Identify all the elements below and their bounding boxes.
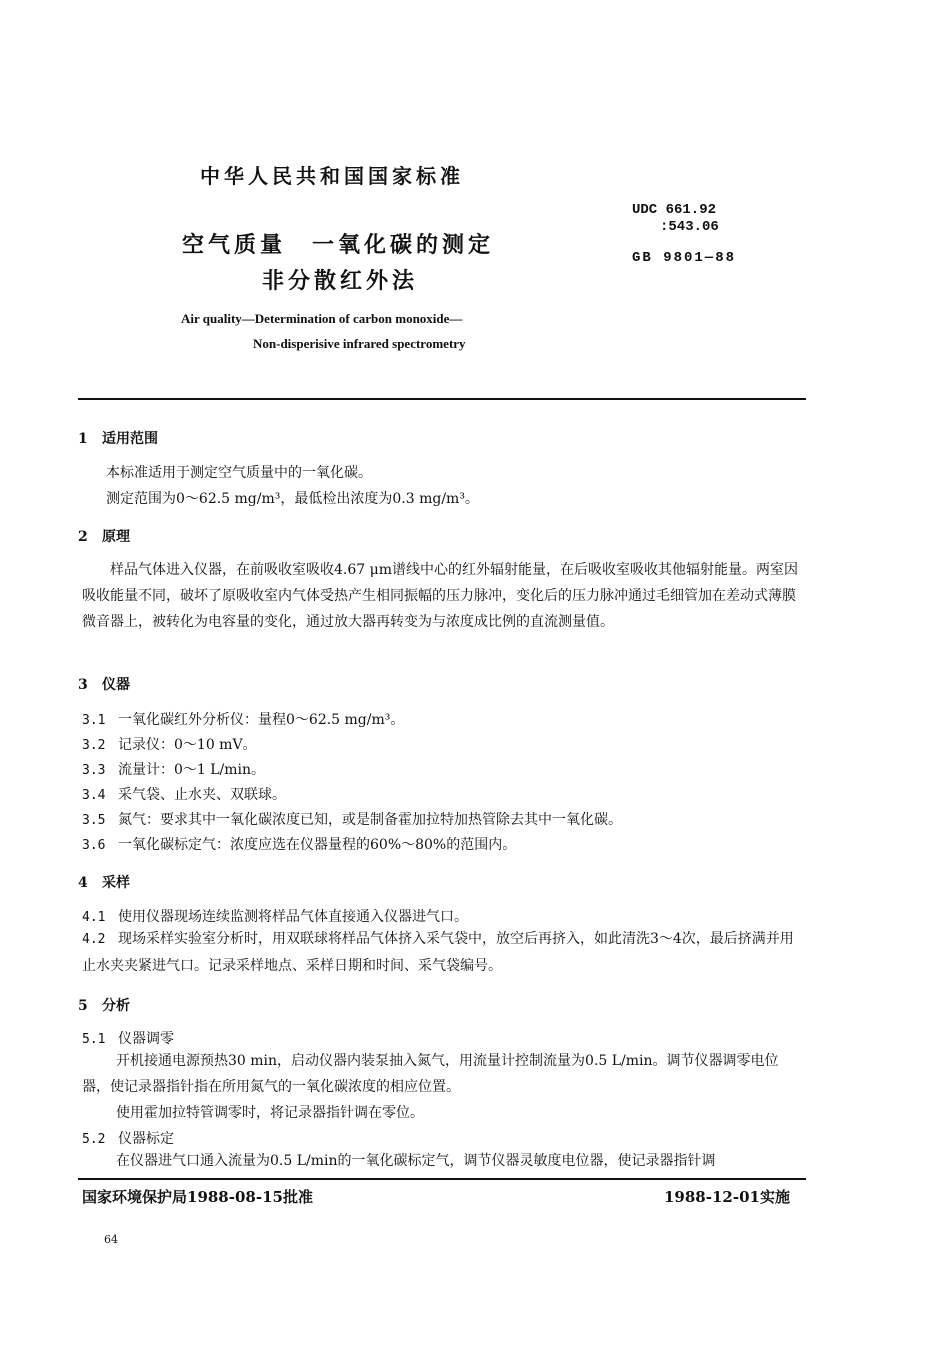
subsection-5-2-paragraph: 在仪器进气口通入流量为0.5 L/min的一氧化碳标定气，调节仪器灵敏度电位器，使记录器指针调 <box>116 1153 716 1169</box>
section-number: 1 <box>78 431 88 447</box>
section-5-heading <box>78 995 130 1015</box>
title-cn-line1: 空气质量 一氧化碳的测定 <box>182 232 495 258</box>
section-title: 采样 <box>102 875 130 891</box>
section-2-paragraph: 样品气体进入仪器，在前吸收室吸收4.67 μm谱线中心的红外辐射能量，在后吸收室吸收其他辐射能量。两室因吸收能量不同，破坏了原吸收室内气体受热产生相同振幅的压力脉冲，变化后的压力脉冲通过毛细管加在差动式薄膜微音器上，被转化为电容量的变化，通过放大器再转变为与浓度成比例的直流测量值。 <box>82 562 798 630</box>
section-title: 原理 <box>102 529 130 545</box>
udc-number-sub: :543.06 <box>660 219 719 235</box>
title-en-line1: Air quality—Determination of carbon monoxide— <box>181 311 463 326</box>
gb-number: GB 9801—88 <box>632 250 737 266</box>
list-item: 3.5 氮气：要求其中一氧化碳浓度已知，或是制备霍加拉特加热管除去其中一氧化碳。 <box>82 812 622 828</box>
section-title: 分析 <box>102 998 130 1014</box>
section-number: 2 <box>78 529 88 545</box>
header-divider <box>78 398 806 400</box>
list-item: 3.6 一氧化碳标定气：浓度应选在仪器量程的60%～80%的范围内。 <box>82 837 517 853</box>
approval-line: 国家环境保护局1988-08-15批准 <box>82 1188 313 1206</box>
list-item: 3.4 采气袋、止水夹、双联球。 <box>82 787 286 803</box>
title-cn-line2: 非分散红外法 <box>262 268 419 294</box>
footer-divider <box>78 1178 806 1180</box>
national-standard-heading: 中华人民共和国国家标准 <box>200 164 464 188</box>
section-2-heading <box>78 526 130 546</box>
section-number: 4 <box>78 875 88 891</box>
list-item: 4.1 使用仪器现场连续监测将样品气体直接通入仪器进气口。 <box>82 909 468 925</box>
section-number: 5 <box>78 998 88 1014</box>
section-3-heading <box>78 674 130 694</box>
page-number: 64 <box>104 1233 118 1246</box>
section-title: 适用范围 <box>102 431 158 447</box>
list-item: 3.3 流量计：0～1 L/min。 <box>82 762 266 778</box>
list-item: 3.1 一氧化碳红外分析仪：量程0～62.5 mg/m³。 <box>82 712 405 728</box>
subsection-5-1-paragraph-2: 使用霍加拉特管调零时，将记录器指针调在零位。 <box>116 1105 424 1121</box>
effective-date: 1988-12-01实施 <box>664 1188 790 1206</box>
subsection-5-1-heading: 5.1 仪器调零 <box>82 1031 174 1047</box>
section-title: 仪器 <box>102 677 130 693</box>
list-item: 4.2 现场采样实验室分析时，用双联球将样品气体挤入采气袋中，放空后再挤入，如此清洗3～4次，最后挤满并用止水夹夹紧进气口。记录采样地点、采样日期和时间、采气袋编号。 <box>82 931 794 974</box>
section-number: 3 <box>78 677 88 693</box>
title-en-line2: Non-disperisive infrared spectrometry <box>253 336 466 351</box>
subsection-5-1-paragraph-1: 开机接通电源预热30 min，启动仪器内装泵抽入氮气，用流量计控制流量为0.5 L/min。调节仪器调零电位器，使记录器指针指在所用氮气的一氧化碳浓度的相应位置。 <box>82 1053 779 1095</box>
section-1-heading <box>78 428 158 448</box>
list-item: 3.2 记录仪：0～10 mV。 <box>82 737 257 753</box>
udc-number: UDC 661.92 <box>632 202 717 218</box>
subsection-5-2-heading: 5.2 仪器标定 <box>82 1131 174 1147</box>
section-4-heading <box>78 872 130 892</box>
section-1-paragraph-2: 测定范围为0～62.5 mg/m³，最低检出浓度为0.3 mg/m³。 <box>106 491 479 507</box>
section-1-paragraph-1: 本标准适用于测定空气质量中的一氧化碳。 <box>106 465 372 481</box>
